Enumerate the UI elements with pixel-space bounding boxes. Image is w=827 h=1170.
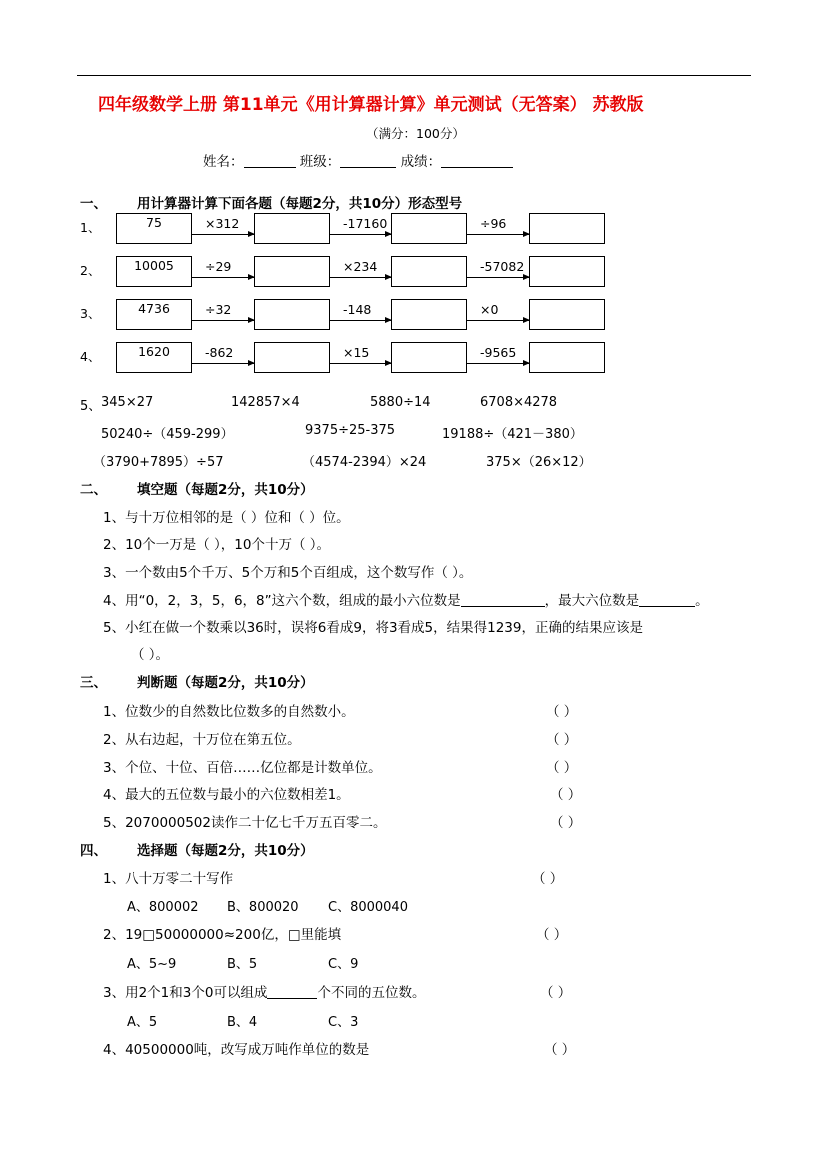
section-4-heading: 选择题（每题2分，共10分） (137, 843, 314, 859)
answer-paren[interactable]: （ ） (536, 927, 568, 943)
answer-box[interactable] (254, 299, 330, 330)
arrow-icon (192, 320, 254, 321)
operation-label: -57082 (480, 259, 525, 274)
arrow-icon (467, 234, 529, 235)
section-2-heading: 填空题（每题2分，共10分） (137, 482, 314, 498)
answer-box[interactable] (391, 213, 467, 244)
row-label: 4、 (80, 349, 101, 364)
arrow-icon (192, 277, 254, 278)
operation-label: ÷29 (205, 259, 232, 274)
option-b: B、4 (227, 1015, 258, 1030)
fill-q4: 4、用“0，2，3，5，6，8”这六个数，组成的最小六位数是 ，最大六位数是 。 (103, 593, 709, 609)
answer-paren[interactable]: （ ） (546, 732, 578, 748)
option-b: B、5 (227, 957, 258, 972)
option-a: A、5~9 (127, 957, 177, 972)
calc-item: 50240÷（459-299） (101, 427, 234, 442)
calc-item: （3790+7895）÷57 (93, 455, 224, 470)
answer-box[interactable] (391, 342, 467, 373)
start-value-box: 4736 (116, 299, 192, 330)
class-blank[interactable] (340, 153, 396, 168)
blank-line[interactable] (461, 592, 545, 607)
start-value-box: 1620 (116, 342, 192, 373)
class-label: 班级： (299, 154, 341, 170)
answer-box[interactable] (391, 299, 467, 330)
name-label: 姓名： (203, 154, 244, 170)
operation-label: -862 (205, 345, 234, 360)
operation-label: ÷96 (480, 216, 507, 231)
full-score: （满分：100分） (366, 126, 465, 141)
answer-box[interactable] (254, 342, 330, 373)
operation-label: -148 (343, 302, 372, 317)
section-4-number: 四、 (80, 843, 107, 859)
arrow-icon (330, 277, 391, 278)
answer-box[interactable] (391, 256, 467, 287)
calc-item: 6708×4278 (480, 395, 558, 410)
option-c: C、3 (328, 1015, 359, 1030)
arrow-icon (330, 363, 391, 364)
arrow-icon (467, 363, 529, 364)
score-label: 成绩： (400, 154, 442, 170)
calc-item: 142857×4 (231, 395, 300, 410)
row-label: 3、 (80, 306, 101, 321)
page-title: 四年级数学上册 第11单元《用计算器计算》单元测试（无答案） 苏教版 (98, 95, 644, 115)
answer-box[interactable] (529, 256, 605, 287)
choice-q2: 2、19□50000000≈200亿，□里能填 (103, 927, 342, 943)
fill-q1: 1、与十万位相邻的是（ ）位和（ ）位。 (103, 510, 350, 526)
judge-item: 1、位数少的自然数比位数多的自然数小。 (103, 704, 355, 720)
answer-box[interactable] (254, 213, 330, 244)
top-rule (77, 75, 751, 76)
answer-paren[interactable]: （ ） (550, 815, 582, 831)
operation-label: ×15 (343, 345, 370, 360)
answer-box[interactable] (529, 342, 605, 373)
operation-label: ×312 (205, 216, 240, 231)
arrow-icon (192, 234, 254, 235)
choice-q3: 3、用2个1和3个0可以组成 个不同的五位数。 (103, 985, 426, 1001)
choice-q1: 1、八十万零二十写作 (103, 871, 234, 887)
section-3-number: 三、 (80, 675, 107, 691)
q5-label: 5、 (80, 399, 102, 414)
student-info (203, 150, 513, 170)
blank-line[interactable] (267, 984, 317, 999)
choice-q4: 4、40500000吨，改写成万吨作单位的数是 (103, 1042, 370, 1058)
option-c: C、9 (328, 957, 359, 972)
operation-label: ÷32 (205, 302, 232, 317)
arrow-icon (467, 320, 529, 321)
arrow-icon (330, 234, 391, 235)
score-blank[interactable] (441, 153, 513, 168)
name-blank[interactable] (244, 153, 296, 168)
judge-item: 2、从右边起，十万位在第五位。 (103, 732, 301, 748)
calc-item: （4574-2394）×24 (302, 455, 427, 470)
option-a: A、800002 (127, 900, 199, 915)
answer-paren[interactable]: （ ） (544, 1042, 576, 1058)
section-3-heading: 判断题（每题2分，共10分） (137, 675, 314, 691)
section-1-heading: 用计算器计算下面各题（每题2分，共10分）形态型号 (137, 196, 463, 212)
answer-paren[interactable]: （ ） (546, 760, 578, 776)
fill-q5: 5、小红在做一个数乘以36时，误将6看成9，将3看成5，结果得1239，正确的结果应该是 (103, 620, 643, 636)
answer-box[interactable] (254, 256, 330, 287)
calc-item: 345×27 (101, 395, 154, 410)
fill-q2: 2、10个一万是（ ），10个十万（ ）。 (103, 537, 331, 553)
blank-line[interactable] (639, 592, 695, 607)
option-a: A、5 (127, 1015, 158, 1030)
row-label: 1、 (80, 220, 101, 235)
option-b: B、800020 (227, 900, 299, 915)
calc-item: 9375÷25-375 (305, 423, 396, 438)
fill-q5-paren: （ ）。 (131, 647, 170, 663)
operation-label: -17160 (343, 216, 388, 231)
operation-label: -9565 (480, 345, 517, 360)
row-label: 2、 (80, 263, 101, 278)
operation-label: ×0 (480, 302, 499, 317)
section-1-number: 一、 (80, 196, 107, 212)
answer-box[interactable] (529, 299, 605, 330)
answer-paren[interactable]: （ ） (540, 985, 572, 1001)
fill-q3: 3、一个数由5个千万、5个万和5个百组成，这个数写作（ ）。 (103, 565, 473, 581)
section-2-number: 二、 (80, 482, 107, 498)
start-value-box: 10005 (116, 256, 192, 287)
arrow-icon (330, 320, 391, 321)
operation-label: ×234 (343, 259, 378, 274)
arrow-icon (192, 363, 254, 364)
calc-item: 375×（26×12） (486, 455, 592, 470)
start-value-box: 75 (116, 213, 192, 244)
answer-paren[interactable]: （ ） (532, 871, 564, 887)
judge-item: 4、最大的五位数与最小的六位数相差1。 (103, 787, 350, 803)
calc-item: 19188÷（421－380） (442, 427, 583, 442)
option-c: C、8000040 (328, 900, 408, 915)
arrow-icon (467, 277, 529, 278)
answer-paren[interactable]: （ ） (550, 787, 582, 803)
answer-box[interactable] (529, 213, 605, 244)
judge-item: 5、2070000502读作二十亿七千万五百零二。 (103, 815, 387, 831)
judge-item: 3、个位、十位、百倍……亿位都是计数单位。 (103, 760, 382, 776)
calc-item: 5880÷14 (370, 395, 431, 410)
answer-paren[interactable]: （ ） (546, 704, 578, 720)
